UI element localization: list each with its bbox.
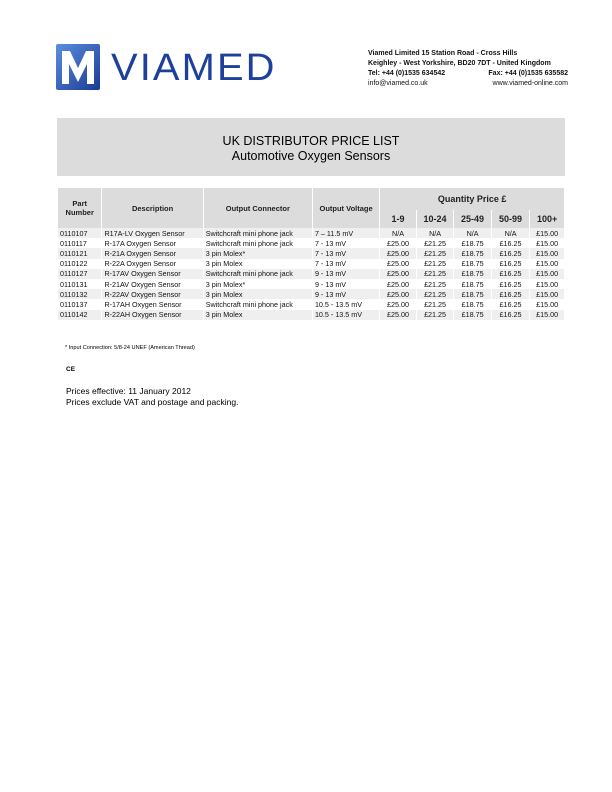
- cell-description: R17A-LV Oxygen Sensor: [102, 228, 202, 238]
- cell-output-voltage: 10.5 - 13.5 mV: [313, 310, 379, 320]
- address-line-1: Viamed Limited 15 Station Road - Cross Hills: [368, 50, 518, 57]
- cell-price: £21.25: [417, 259, 454, 269]
- cell-price: £18.75: [454, 299, 491, 309]
- cell-price: £16.25: [492, 289, 529, 299]
- title-banner: [57, 118, 565, 176]
- cell-price: £15.00: [530, 289, 564, 299]
- cell-output-voltage: 9 - 13 mV: [313, 289, 379, 299]
- cell-output-voltage: 7 – 11.5 mV: [313, 228, 379, 238]
- cell-price: £18.75: [454, 238, 491, 248]
- ce-mark: CE: [66, 366, 76, 373]
- header-tier: 10-24: [417, 210, 454, 228]
- cell-description: R-22A Oxygen Sensor: [102, 259, 202, 269]
- cell-price: £21.25: [417, 279, 454, 289]
- cell-price: £16.25: [492, 248, 529, 258]
- cell-output-voltage: 10.5 - 13.5 mV: [313, 299, 379, 309]
- cell-output-connector: 3 pin Molex*: [204, 279, 312, 289]
- website-link[interactable]: www.viamed-online.com: [492, 80, 568, 87]
- cell-price: £15.00: [530, 310, 564, 320]
- cell-part-number: 0110131: [58, 279, 101, 289]
- header-tier: 25-49: [454, 210, 491, 228]
- cell-price: £18.75: [454, 248, 491, 258]
- cell-price: £21.25: [417, 289, 454, 299]
- cell-price: £16.25: [492, 310, 529, 320]
- header-tier: 1-9: [380, 210, 416, 228]
- cell-price: £15.00: [530, 299, 564, 309]
- cell-price: £16.25: [492, 279, 529, 289]
- prices-exclusions: Prices exclude VAT and postage and packing.: [66, 397, 239, 407]
- cell-output-connector: Switchcraft mini phone jack: [204, 299, 312, 309]
- cell-price: £21.25: [417, 238, 454, 248]
- cell-price: £25.00: [380, 269, 416, 279]
- cell-price: £15.00: [530, 238, 564, 248]
- telephone: Tel: +44 (0)1535 634542: [368, 70, 446, 77]
- cell-part-number: 0110127: [58, 269, 101, 279]
- cell-description: R-21A Oxygen Sensor: [102, 248, 202, 258]
- header-quantity-price: Quantity Price £: [380, 188, 564, 210]
- cell-part-number: 0110107: [58, 228, 101, 238]
- cell-price: £15.00: [530, 248, 564, 258]
- page-subtitle: Automotive Oxygen Sensors: [231, 149, 391, 163]
- cell-description: R-17AH Oxygen Sensor: [102, 299, 202, 309]
- header-tier: 50-99: [492, 210, 529, 228]
- table-row: [58, 238, 564, 248]
- cell-description: R-22AH Oxygen Sensor: [102, 310, 202, 320]
- cell-price: N/A: [492, 228, 529, 238]
- cell-price: £15.00: [530, 259, 564, 269]
- cell-part-number: 0110142: [58, 310, 101, 320]
- viamed-logo-mark-icon: [56, 44, 100, 90]
- cell-price: £16.25: [492, 259, 529, 269]
- header-output-voltage: Output Voltage: [313, 188, 379, 228]
- cell-part-number: 0110122: [58, 259, 101, 269]
- cell-price: £16.25: [492, 299, 529, 309]
- cell-price: £25.00: [380, 248, 416, 258]
- cell-price: N/A: [417, 228, 454, 238]
- price-table: [57, 188, 565, 320]
- cell-price: £16.25: [492, 238, 529, 248]
- viamed-logo-text: VIAMED: [111, 47, 277, 89]
- cell-price: £21.25: [417, 299, 454, 309]
- cell-output-connector: 3 pin Molex: [204, 310, 312, 320]
- cell-price: £21.25: [417, 248, 454, 258]
- table-row: [58, 259, 564, 269]
- cell-price: £25.00: [380, 238, 416, 248]
- cell-price: £15.00: [530, 228, 564, 238]
- cell-price: £25.00: [380, 289, 416, 299]
- cell-output-connector: 3 pin Molex: [204, 289, 312, 299]
- header-output-connector: Output Connector: [204, 188, 312, 228]
- cell-part-number: 0110132: [58, 289, 101, 299]
- cell-price: £18.75: [454, 310, 491, 320]
- contact-block: [368, 49, 568, 89]
- header-part-number: Part Number: [58, 188, 101, 228]
- table-row: [58, 289, 564, 299]
- cell-description: R-17AV Oxygen Sensor: [102, 269, 202, 279]
- cell-output-connector: Switchcraft mini phone jack: [204, 269, 312, 279]
- table-row: [58, 310, 564, 320]
- cell-price: £18.75: [454, 279, 491, 289]
- cell-part-number: 0110121: [58, 248, 101, 258]
- cell-output-connector: Switchcraft mini phone jack: [204, 238, 312, 248]
- cell-description: R-21AV Oxygen Sensor: [102, 279, 202, 289]
- cell-price: £15.00: [530, 269, 564, 279]
- cell-price: N/A: [454, 228, 491, 238]
- email-link[interactable]: info@viamed.co.uk: [368, 80, 428, 87]
- footnote: * Input Connection: 5/8-24 UNEF (American Thread): [65, 345, 195, 351]
- cell-price: £15.00: [530, 279, 564, 289]
- cell-price: £25.00: [380, 299, 416, 309]
- cell-price: £25.00: [380, 279, 416, 289]
- cell-price: £18.75: [454, 259, 491, 269]
- price-table-body: [58, 228, 564, 320]
- cell-price: £25.00: [380, 259, 416, 269]
- cell-price: £18.75: [454, 269, 491, 279]
- cell-output-connector: Switchcraft mini phone jack: [204, 228, 312, 238]
- cell-description: R-17A Oxygen Sensor: [102, 238, 202, 248]
- cell-price: £16.25: [492, 269, 529, 279]
- header-description: Description: [102, 188, 202, 228]
- cell-output-connector: 3 pin Molex: [204, 259, 312, 269]
- header-tier: 100+: [530, 210, 564, 228]
- cell-price: N/A: [380, 228, 416, 238]
- table-row: [58, 248, 564, 258]
- table-row: [58, 299, 564, 309]
- viamed-logo: [56, 44, 277, 90]
- cell-output-voltage: 9 - 13 mV: [313, 279, 379, 289]
- fax: Fax: +44 (0)1535 635582: [488, 70, 568, 77]
- table-row: [58, 228, 564, 238]
- prices-effective: Prices effective: 11 January 2012: [66, 386, 191, 396]
- cell-output-voltage: 7 - 13 mV: [313, 248, 379, 258]
- cell-output-voltage: 7 - 13 mV: [313, 259, 379, 269]
- cell-description: R-22AV Oxygen Sensor: [102, 289, 202, 299]
- terms-block: [66, 386, 238, 408]
- cell-part-number: 0110117: [58, 238, 101, 248]
- address-line-2: Keighley - West Yorkshire, BD20 7DT - United Kingdom: [368, 60, 551, 67]
- cell-price: £21.25: [417, 269, 454, 279]
- page-title: UK DISTRIBUTOR PRICE LIST: [222, 134, 400, 148]
- cell-price: £25.00: [380, 310, 416, 320]
- cell-output-connector: 3 pin Molex*: [204, 248, 312, 258]
- table-row: [58, 269, 564, 279]
- cell-price: £18.75: [454, 289, 491, 299]
- cell-output-voltage: 7 - 13 mV: [313, 238, 379, 248]
- cell-price: £21.25: [417, 310, 454, 320]
- cell-output-voltage: 9 - 13 mV: [313, 269, 379, 279]
- table-row: [58, 279, 564, 289]
- cell-part-number: 0110137: [58, 299, 101, 309]
